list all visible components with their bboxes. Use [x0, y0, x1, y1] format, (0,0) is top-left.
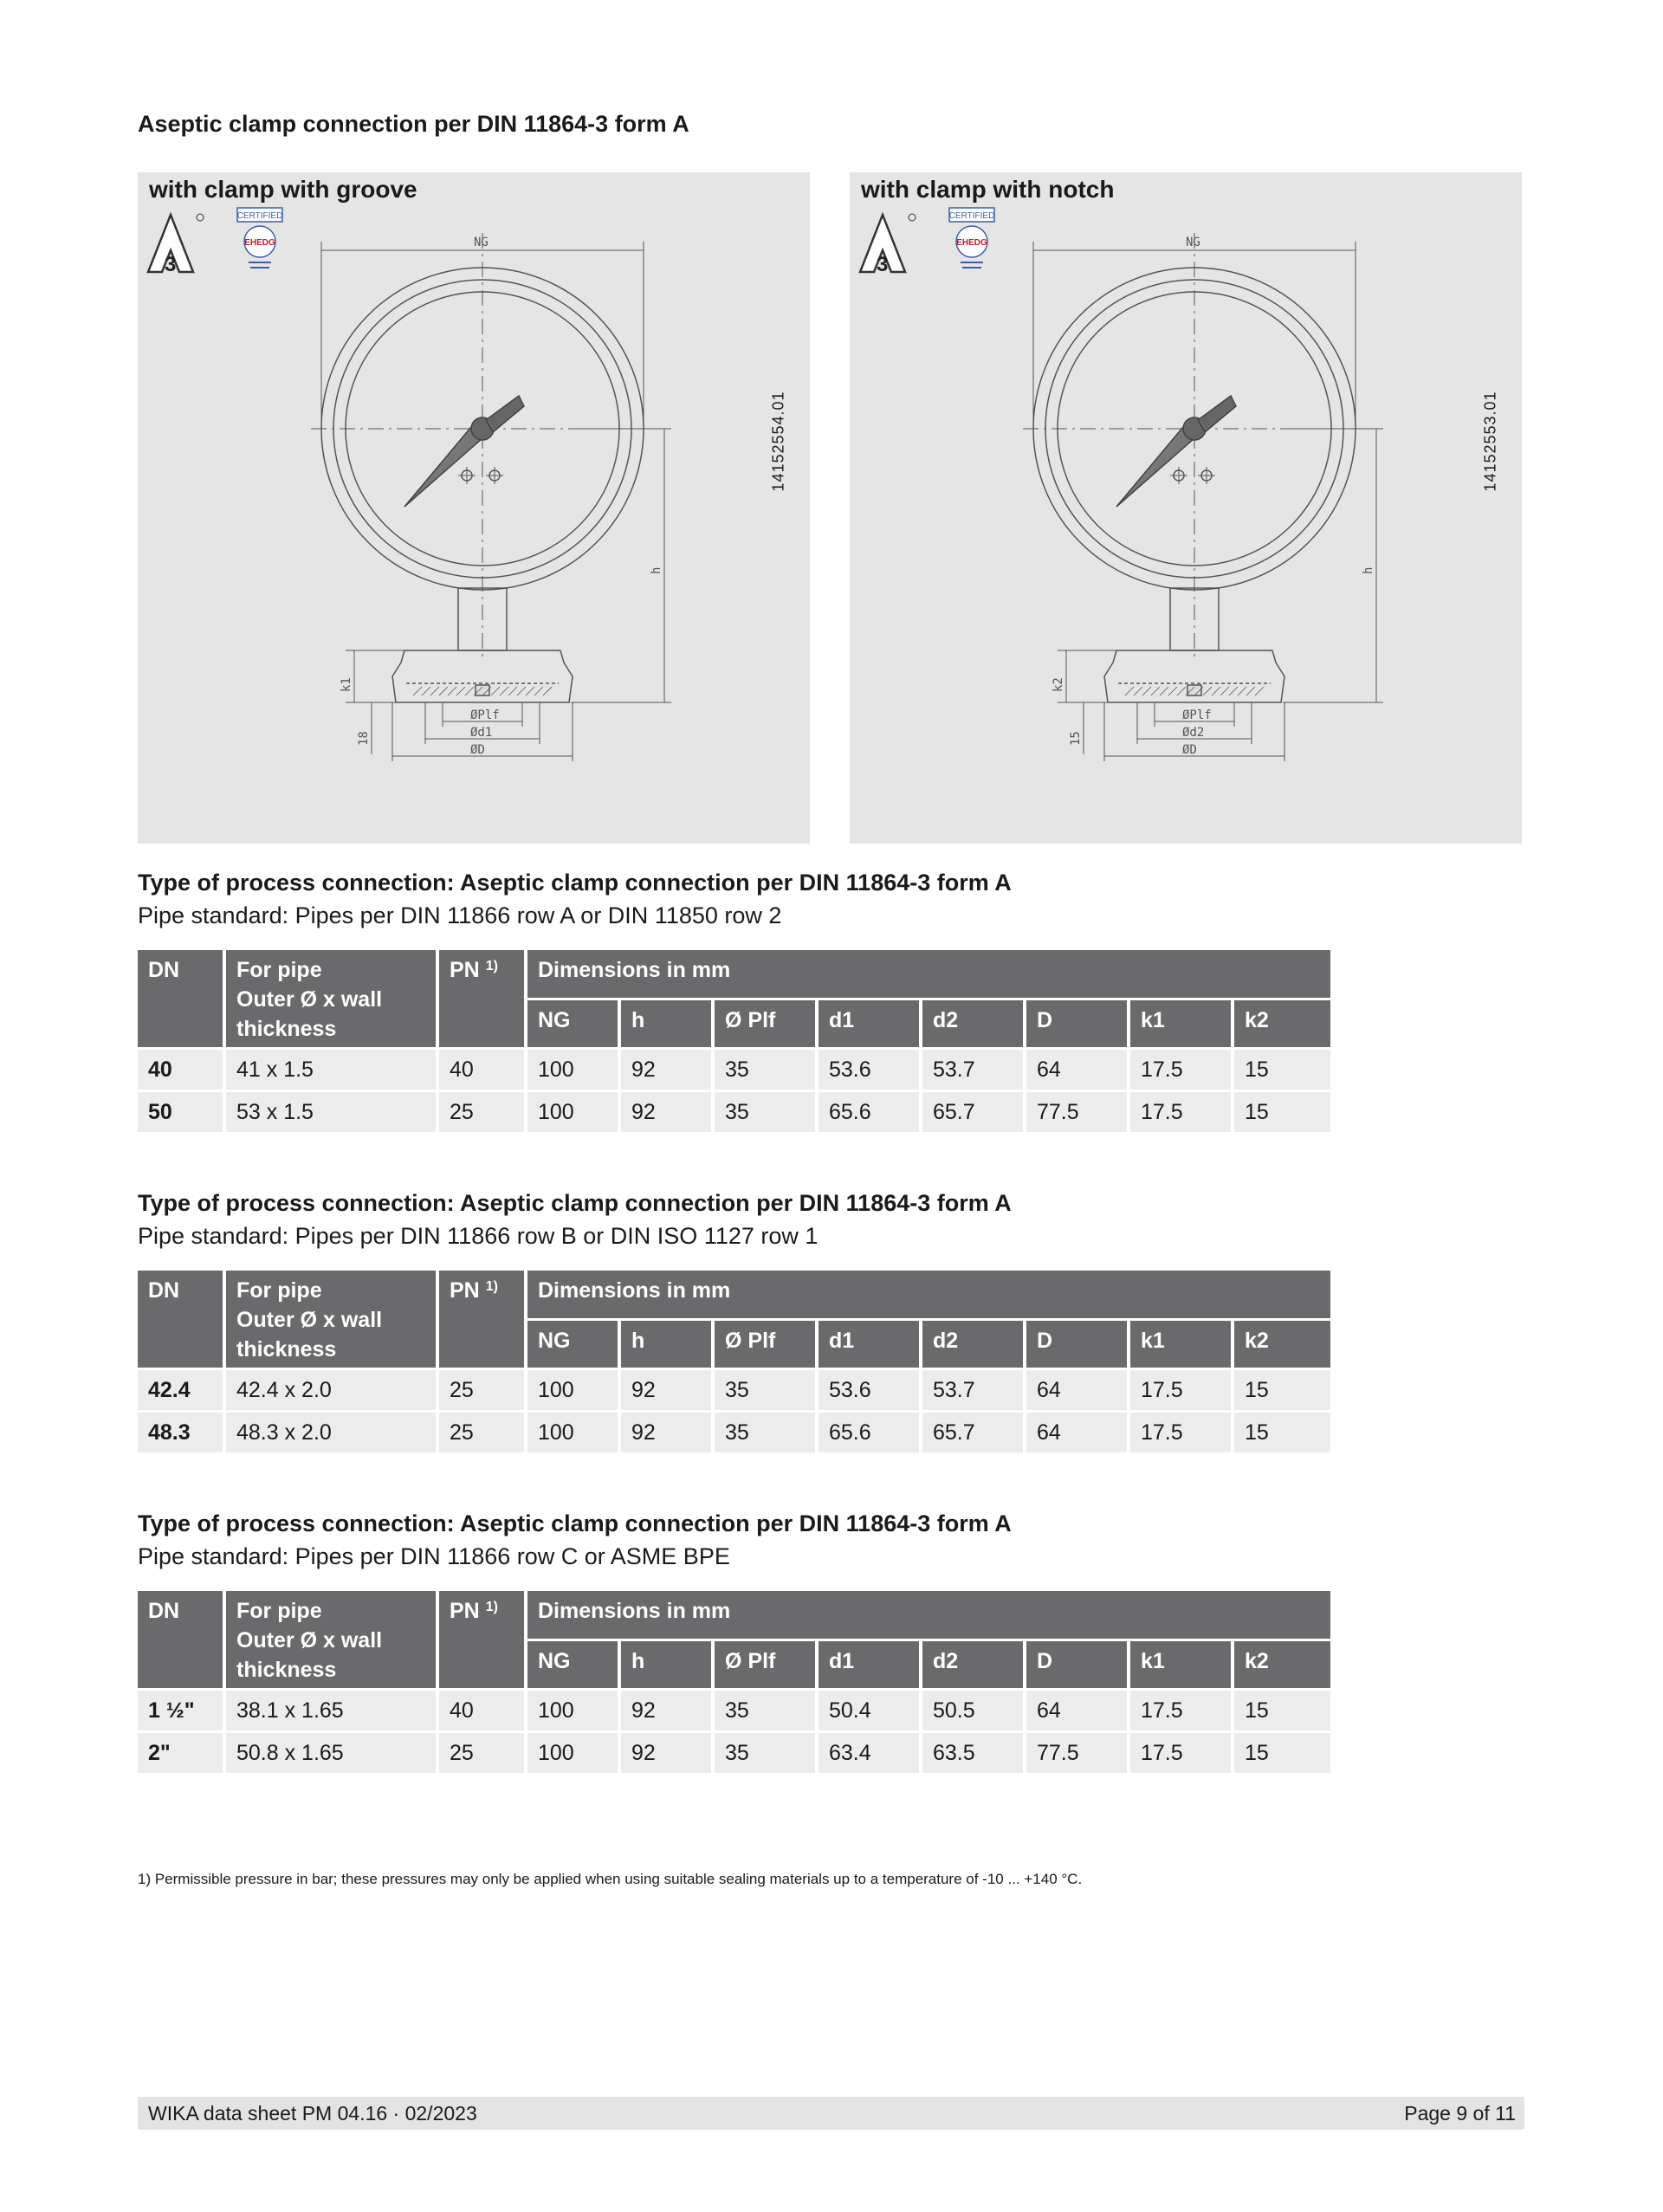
pipe-header-line: thickness [236, 1337, 337, 1361]
svg-text:EHEDG: EHEDG [956, 238, 987, 248]
section-title: Type of process connection: Aseptic clamp connection per DIN 11864-3 form A [138, 1190, 1012, 1216]
col-header-pipe [226, 1271, 436, 1368]
svg-text:ØD: ØD [1182, 743, 1197, 757]
table-cell: 40 [439, 1691, 524, 1730]
table-cell: 92 [621, 1413, 711, 1452]
table-row [138, 1691, 1330, 1730]
table-cell: 63.5 [922, 1733, 1023, 1773]
col-header-dim: h [621, 1000, 711, 1048]
svg-text:h: h [1362, 566, 1375, 574]
pipe-header-line: Outer Ø x wall [236, 987, 383, 1012]
table-cell: 17.5 [1130, 1050, 1231, 1090]
col-header-dim: k2 [1234, 1321, 1330, 1368]
svg-text:Ød2: Ød2 [1182, 726, 1205, 740]
table-cell: 100 [527, 1370, 618, 1410]
table-cell: 64 [1026, 1370, 1127, 1410]
svg-text:NG: NG [474, 236, 489, 249]
table-cell: 15 [1234, 1092, 1330, 1132]
col-header-pipe [226, 950, 436, 1047]
ehedg-certified-logo [949, 208, 995, 268]
table-row [138, 1413, 1330, 1452]
table-row [138, 1050, 1330, 1090]
col-header-dimensions: Dimensions in mm [527, 1271, 1330, 1318]
svg-text:ØPlf: ØPlf [470, 708, 500, 722]
col-header-dim: d2 [922, 1000, 1023, 1048]
table-cell: 53.6 [819, 1050, 919, 1090]
table-cell: 100 [527, 1092, 618, 1132]
figure-groove [138, 172, 810, 844]
col-header-dim: k1 [1130, 1321, 1231, 1368]
svg-text:18: 18 [357, 731, 371, 746]
col-header-dim: d1 [819, 1321, 919, 1368]
table-cell: 35 [715, 1050, 815, 1090]
table-cell: 42.4 [138, 1370, 223, 1410]
col-header-dim: d2 [922, 1321, 1023, 1368]
footnote: 1) Permissible pressure in bar; these pressures may only be applied when using suitable sealing materials up to a temperature of -10 ... +140 °C. [138, 1871, 1083, 1887]
table-cell: 64 [1026, 1413, 1127, 1452]
a3-sanitary-logo [148, 214, 204, 276]
table-cell: 92 [621, 1370, 711, 1410]
table-cell: 25 [439, 1370, 524, 1410]
table-cell: 64 [1026, 1691, 1127, 1730]
table-cell: 65.7 [922, 1413, 1023, 1452]
page-footer [138, 2097, 1524, 2130]
section-subtitle: Pipe standard: Pipes per DIN 11866 row A or DIN 11850 row 2 [138, 902, 782, 928]
table-cell: 50.8 x 1.65 [226, 1733, 436, 1773]
gauge-drawing [138, 172, 810, 844]
table-cell: 53.6 [819, 1370, 919, 1410]
svg-text:ØD: ØD [470, 743, 485, 757]
gauge-drawing [850, 172, 1522, 844]
table-cell: 92 [621, 1050, 711, 1090]
col-header-dim: k2 [1234, 1000, 1330, 1048]
pipe-header-line: Outer Ø x wall [236, 1308, 383, 1332]
table-cell: 15 [1234, 1733, 1330, 1773]
pipe-header-line: For pipe [236, 1278, 322, 1303]
table-cell: 63.4 [819, 1733, 919, 1773]
table-cell: 42.4 x 2.0 [226, 1370, 436, 1410]
section-subtitle: Pipe standard: Pipes per DIN 11866 row C or ASME BPE [138, 1543, 730, 1569]
section-title: Type of process connection: Aseptic clamp connection per DIN 11864-3 form A [138, 1510, 1012, 1536]
drawing-number: 14152554.01 [769, 391, 787, 492]
table-cell: 38.1 x 1.65 [226, 1691, 436, 1730]
table-cell: 65.7 [922, 1092, 1023, 1132]
col-header-dim: Ø Plf [715, 1641, 815, 1689]
col-header-dimensions: Dimensions in mm [527, 950, 1330, 998]
col-header-dim: D [1026, 1321, 1127, 1368]
footnote-marker: 1) [485, 1279, 498, 1294]
col-header-dim: Ø Plf [715, 1000, 815, 1048]
table-cell: 17.5 [1130, 1691, 1231, 1730]
col-header-dim: k1 [1130, 1641, 1231, 1689]
svg-text:3: 3 [877, 253, 889, 276]
table-cell: 40 [138, 1050, 223, 1090]
pn-label: PN [450, 1278, 480, 1303]
table-cell: 53.7 [922, 1050, 1023, 1090]
svg-text:k2: k2 [1052, 677, 1065, 692]
table-cell: 15 [1234, 1370, 1330, 1410]
section-row-c [138, 1507, 1524, 1775]
col-header-dn: DN [138, 950, 223, 1047]
col-header-pipe [226, 1591, 436, 1688]
table-cell: 25 [439, 1092, 524, 1132]
pipe-header-line: For pipe [236, 958, 322, 982]
svg-text:h: h [650, 566, 663, 574]
table-cell: 2" [138, 1733, 223, 1773]
table-row [138, 1733, 1330, 1773]
table-row [138, 1092, 1330, 1132]
pipe-header-line: thickness [236, 1017, 337, 1041]
col-header-dim: d1 [819, 1641, 919, 1689]
table-cell: 15 [1234, 1050, 1330, 1090]
table-cell: 50.4 [819, 1691, 919, 1730]
table-cell: 53.7 [922, 1370, 1023, 1410]
pn-label: PN [450, 958, 480, 982]
page-heading: Aseptic clamp connection per DIN 11864-3 form A [138, 111, 689, 137]
table-cell: 17.5 [1130, 1413, 1231, 1452]
section-title: Type of process connection: Aseptic clamp connection per DIN 11864-3 form A [138, 870, 1012, 896]
footnote-marker: 1) [485, 1600, 498, 1614]
table-cell: 48.3 x 2.0 [226, 1413, 436, 1452]
footer-page-number: Page 9 of 11 [1404, 2102, 1516, 2125]
svg-text:CERTIFIED: CERTIFIED [236, 211, 283, 221]
table-cell: 53 x 1.5 [226, 1092, 436, 1132]
table-cell: 25 [439, 1733, 524, 1773]
col-header-pn [439, 950, 524, 1047]
table-cell: 50.5 [922, 1691, 1023, 1730]
table-cell: 15 [1234, 1691, 1330, 1730]
dimensions-table [134, 948, 1334, 1135]
table-cell: 35 [715, 1691, 815, 1730]
footer-document: WIKA data sheet PM 04.16 · 02/2023 [148, 2102, 477, 2125]
col-header-pn [439, 1271, 524, 1368]
dimensions-table [134, 1268, 1334, 1455]
table-cell: 41 x 1.5 [226, 1050, 436, 1090]
svg-text:CERTIFIED: CERTIFIED [948, 211, 995, 221]
table-cell: 65.6 [819, 1092, 919, 1132]
svg-text:NG: NG [1186, 236, 1200, 249]
figure-notch [850, 172, 1522, 844]
col-header-dim: k1 [1130, 1000, 1231, 1048]
pipe-header-line: Outer Ø x wall [236, 1628, 383, 1653]
col-header-dim: d2 [922, 1641, 1023, 1689]
table-cell: 64 [1026, 1050, 1127, 1090]
svg-text:ØPlf: ØPlf [1182, 708, 1212, 722]
table-cell: 35 [715, 1370, 815, 1410]
svg-text:Ød1: Ød1 [470, 726, 493, 740]
pn-label: PN [450, 1599, 480, 1623]
col-header-pn [439, 1591, 524, 1688]
col-header-dim: NG [527, 1641, 618, 1689]
table-cell: 1 ½" [138, 1691, 223, 1730]
svg-text:15: 15 [1069, 731, 1083, 746]
svg-text:EHEDG: EHEDG [244, 238, 275, 248]
svg-text:3: 3 [165, 253, 177, 276]
table-cell: 15 [1234, 1413, 1330, 1452]
table-cell: 17.5 [1130, 1370, 1231, 1410]
table-cell: 100 [527, 1413, 618, 1452]
table-cell: 35 [715, 1092, 815, 1132]
col-header-dim: D [1026, 1641, 1127, 1689]
table-cell: 100 [527, 1733, 618, 1773]
section-row-a [138, 866, 1524, 1135]
table-cell: 77.5 [1026, 1092, 1127, 1132]
table-cell: 40 [439, 1050, 524, 1090]
pipe-header-line: thickness [236, 1658, 337, 1682]
table-cell: 92 [621, 1092, 711, 1132]
col-header-dn: DN [138, 1271, 223, 1368]
col-header-dim: h [621, 1641, 711, 1689]
table-cell: 100 [527, 1050, 618, 1090]
col-header-dim: Ø Plf [715, 1321, 815, 1368]
table-cell: 25 [439, 1413, 524, 1452]
table-cell: 100 [527, 1691, 618, 1730]
table-cell: 50 [138, 1092, 223, 1132]
a3-sanitary-logo [860, 214, 916, 276]
footnote-marker: 1) [485, 959, 498, 973]
figure-title: with clamp with groove [149, 176, 417, 203]
svg-text:k1: k1 [340, 677, 353, 692]
table-cell: 17.5 [1130, 1733, 1231, 1773]
ehedg-certified-logo [237, 208, 283, 268]
col-header-dim: h [621, 1321, 711, 1368]
figure-title: with clamp with notch [861, 176, 1115, 203]
col-header-dim: d1 [819, 1000, 919, 1048]
table-cell: 48.3 [138, 1413, 223, 1452]
table-cell: 77.5 [1026, 1733, 1127, 1773]
col-header-dim: D [1026, 1000, 1127, 1048]
table-cell: 92 [621, 1733, 711, 1773]
table-cell: 35 [715, 1733, 815, 1773]
table-cell: 65.6 [819, 1413, 919, 1452]
col-header-dn: DN [138, 1591, 223, 1688]
col-header-dimensions: Dimensions in mm [527, 1591, 1330, 1639]
col-header-dim: NG [527, 1000, 618, 1048]
col-header-dim: NG [527, 1321, 618, 1368]
drawing-number: 14152553.01 [1481, 391, 1499, 492]
col-header-dim: k2 [1234, 1641, 1330, 1689]
dimensions-table [134, 1588, 1334, 1775]
table-row [138, 1370, 1330, 1410]
table-cell: 35 [715, 1413, 815, 1452]
table-cell: 92 [621, 1691, 711, 1730]
pipe-header-line: For pipe [236, 1599, 322, 1623]
section-row-b [138, 1187, 1524, 1455]
table-cell: 17.5 [1130, 1092, 1231, 1132]
section-subtitle: Pipe standard: Pipes per DIN 11866 row B or DIN ISO 1127 row 1 [138, 1223, 819, 1249]
